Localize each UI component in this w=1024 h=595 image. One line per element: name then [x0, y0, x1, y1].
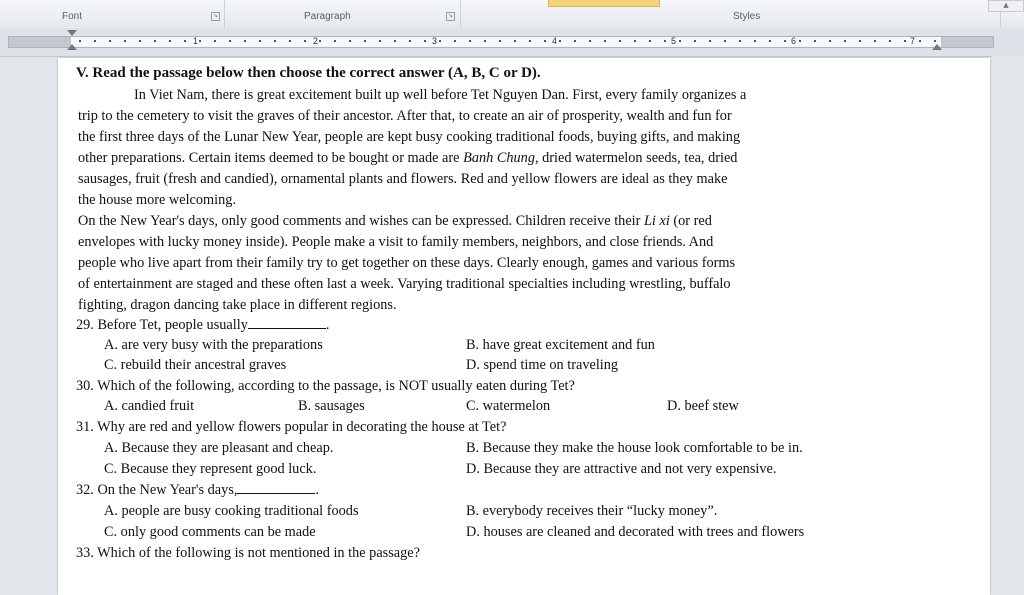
paragraph-text: other preparations. Certain items deemed to be bought or made are [78, 150, 460, 166]
option-c: C. rebuild their ancestral graves [104, 357, 287, 373]
option-a: A. Because they are pleasant and cheap. [104, 440, 334, 456]
question-stem: 29. Before Tet, people usually . [76, 317, 330, 333]
ruler-number: 7 [910, 36, 916, 46]
paragraph-dialog-launcher-icon[interactable]: ↘ [447, 12, 454, 19]
ruler-number: 1 [193, 36, 199, 46]
italic-term: Li xi [643, 213, 670, 229]
question-text: 29. Before Tet, people usually [76, 317, 248, 333]
section-heading: V. Read the passage below then choose the correct answer (A, B, C or D). [76, 65, 541, 81]
paragraph-text: (or red [669, 213, 712, 229]
option-d: D. beef stew [667, 398, 739, 414]
paragraph-line [78, 149, 737, 167]
paragraph-line: trip to the cemetery to visit the graves of their ancestor. After that, to create an air of prosperity, wealth and fun for [78, 108, 732, 124]
paragraph-line [78, 212, 712, 230]
question-stem: 33. Which of the following is not mentioned in the passage? [76, 545, 420, 561]
paragraph-line: people who live apart from their family try to get together on these days. Clearly enough, games and various forms [78, 255, 736, 271]
ruler-number: 4 [552, 36, 558, 46]
paragraph-line: fighting, dragon dancing take place in different regions. [78, 297, 397, 313]
option-a: A. candied fruit [104, 398, 195, 414]
paragraph-line: sausages, fruit (fresh and candied), ornamental plants and flowers. Red and yellow flowers are ideal as they make [78, 171, 728, 187]
option-c: C. Because they represent good luck. [104, 461, 317, 477]
question-stem: 32. On the New Year's days, . [76, 482, 319, 498]
question-stem: 30. Which of the following, according to the passage, is NOT usually eaten during Tet? [76, 378, 575, 394]
option-b: B. sausages [298, 398, 365, 414]
answer-blank [237, 482, 315, 494]
italic-term: Banh Chung [463, 150, 535, 166]
question-text: 32. On the New Year's days, [76, 482, 238, 498]
option-b: B. Because they make the house look comfortable to be in. [466, 440, 803, 456]
ruler-number: 3 [432, 36, 438, 46]
option-a: A. are very busy with the preparations [104, 337, 323, 353]
paragraph-line: envelopes with lucky money inside). People make a visit to family members, neighbors, and close friends. And [78, 234, 714, 250]
answer-blank [248, 317, 326, 329]
paragraph-line: In Viet Nam, there is great excitement built up well before Tet Nguyen Dan. First, every family organizes a [134, 87, 747, 103]
font-dialog-launcher-icon[interactable]: ↘ [212, 12, 219, 19]
paragraph-text: On the New Year's days, only good comments and wishes can be expressed. Children receive their [78, 213, 641, 229]
font-group-label: Font [62, 11, 83, 22]
option-d: D. spend time on traveling [466, 357, 619, 373]
styles-group-label: Styles [733, 11, 761, 22]
paragraph-line: of entertainment are staged and these often last a week. Varying traditional specialties including wrestling, buffalo [78, 276, 731, 292]
option-d: D. Because they are attractive and not very expensive. [466, 461, 777, 477]
option-b: B. everybody receives their “lucky money”. [466, 503, 718, 519]
paragraph-text: , dried watermelon seeds, tea, dried [534, 150, 738, 166]
option-c: C. only good comments can be made [104, 524, 316, 540]
paragraph-line: the first three days of the Lunar New Year, people are kept busy cooking traditional foods, buying gifts, and making [78, 129, 741, 145]
ruler-number: 6 [791, 36, 797, 46]
scroll-up-icon[interactable]: ▲ [988, 0, 1024, 12]
question-stem: 31. Why are red and yellow flowers popular in decorating the house at Tet? [76, 419, 507, 435]
ruler-number: 2 [313, 36, 319, 46]
option-a: A. people are busy cooking traditional foods [104, 503, 359, 519]
ruler-number: 5 [671, 36, 677, 46]
option-c: C. watermelon [466, 398, 551, 414]
option-d: D. houses are cleaned and decorated with trees and flowers [466, 524, 805, 540]
paragraph-group-label: Paragraph [304, 11, 351, 22]
option-b: B. have great excitement and fun [466, 337, 655, 353]
paragraph-line: the house more welcoming. [78, 192, 237, 208]
